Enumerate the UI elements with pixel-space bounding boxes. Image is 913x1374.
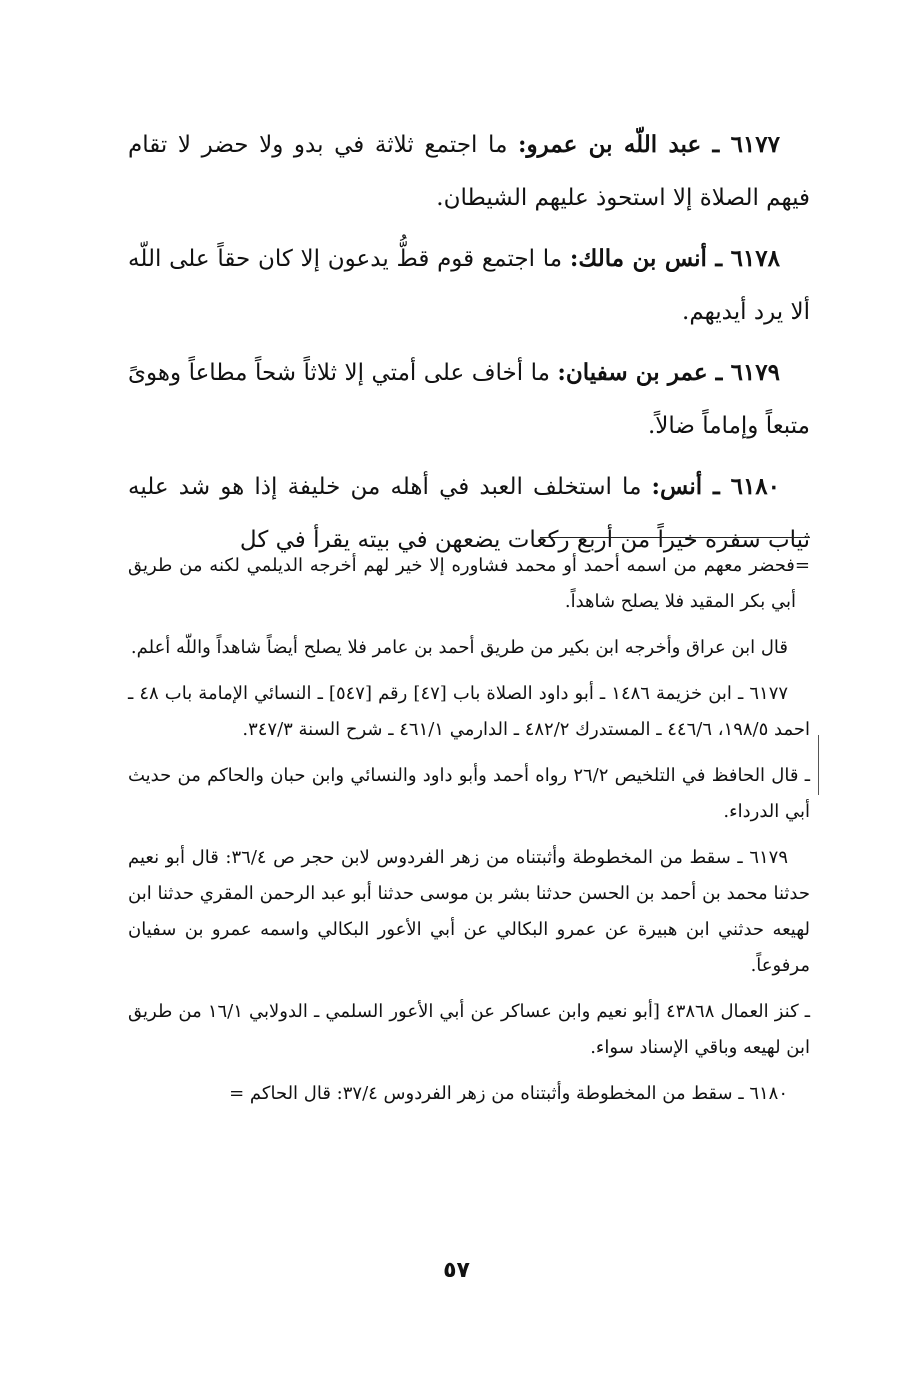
footnote-continuation: =فحضر معهم من اسمه أحمد أو محمد فشاوره إلا خير لهم أخرجه الديلمي لكنه من طريق أبي بكر المقيد فلا يصلح شاهداً. <box>128 555 810 612</box>
hadith-6178 <box>128 232 810 339</box>
hadith-6177 <box>128 118 810 225</box>
hadith-lead: ٦١٧٧ ـ عبد اللّه بن عمرو: <box>518 131 780 158</box>
margin-mark <box>818 735 819 795</box>
footnotes <box>128 548 810 1122</box>
hadith-lead: ٦١٧٩ ـ عمر بن سفيان: <box>557 359 780 386</box>
footnote-paragraph: ـ كنز العمال ٤٣٨٦٨ [أبو نعيم وابن عساكر عن أبي الأعور السلمي ـ الدولابي ١٦/١ من طريق ابن لهيعه وباقي الإسناد سواء. <box>128 1001 811 1058</box>
page-number: ٥٧ <box>443 1258 470 1283</box>
main-text <box>128 118 810 574</box>
footnote-6177: ٦١٧٧ ـ ابن خزيمة ١٤٨٦ ـ أبو داود الصلاة باب [٤٧] رقم [٥٤٧] ـ النسائي الإمامة باب ٤٨ ـ احمد ١٩٨/٥، ٤٤٦/٦ ـ المستدرك ٤٨٢/٢ ـ الدارمي ٤٦١/١ ـ شرح السنة ٣٤٧/٣. <box>128 683 810 740</box>
footnote-divider <box>540 537 810 538</box>
hadith-text: ما اجتمع ثلاثة في بدو ولا حضر لا تقام فيهم الصلاة إلا استحوذ عليهم الشيطان. <box>128 132 810 211</box>
hadith-lead: ٦١٨٠ ـ أنس: <box>651 473 781 500</box>
footnote-paragraph: قال ابن عراق وأخرجه ابن بكير من طريق أحمد بن عامر فلا يصلح أيضاً شاهداً واللّه أعلم. <box>130 637 788 658</box>
hadith-text: ما اجتمع قوم قطُّ يدعون إلا كان حقاً على اللّه ألا يرد أيديهم. <box>128 246 810 325</box>
footnote-paragraph: ـ قال الحافظ في التلخيص ٢٦/٢ رواه أحمد وأبو داود والنسائي وابن حبان والحاكم من حديث أبي الدرداء. <box>128 765 810 822</box>
hadith-6179 <box>128 346 810 453</box>
hadith-lead: ٦١٧٨ ـ أنس بن مالك: <box>569 245 780 272</box>
hadith-text: ما استخلف العبد في أهله من خليفة إذا هو شد عليه ثياب سفره خيراً من أربع ركعات يضعهن في بيته يقرأ في كل <box>128 474 810 553</box>
footnote-6180: ٦١٨٠ ـ سقط من المخطوطة وأثبتناه من زهر الفردوس ٣٧/٤: قال الحاكم = <box>229 1083 788 1104</box>
footnote-6179: ٦١٧٩ ـ سقط من المخطوطة وأثبتناه من زهر الفردوس لابن حجر ص ٣٦/٤: قال أبو نعيم حدثنا محمد بن أحمد بن الحسن حدثنا بشر بن موسى حدثنا أبو عبد الرحمن المقري حدثنا ابن لهيعه حدثني ابن هبيرة عن عمرو البكالي عن أبي الأعور البكالي واسمه عمرو بن سفيان مرفوعاً. <box>128 847 810 976</box>
hadith-text: ما أخاف على أمتي إلا ثلاثاً شحاً مطاعاً وهوىً متبعاً وإماماً ضالاً. <box>128 360 810 439</box>
